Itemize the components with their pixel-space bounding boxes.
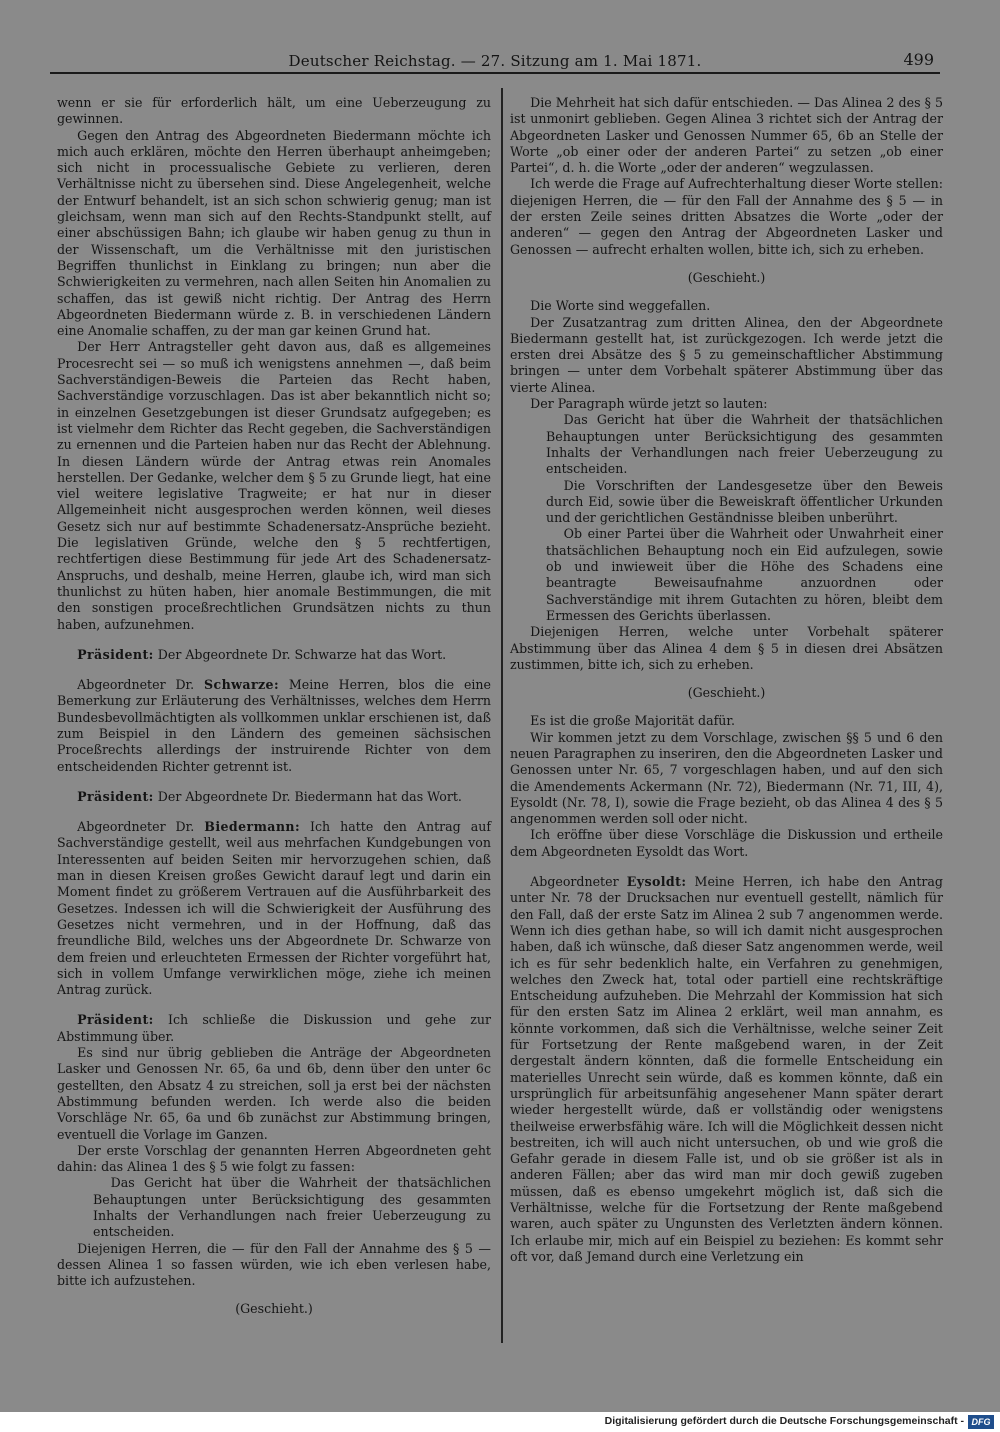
paragraph-text: Wir kommen jetzt zu dem Vorschlage, zwischen §§ 5 und 6 den neuen Paragraphen zu inseriren, den die Abgeordneten Lasker und Genossen unter Nr. 65, 7 vorgeschlagen haben, und auf den sich die Amendements Ackermann (Nr. 72), Biedermann (Nr. 71, III, 4), Eysoldt (Nr. 78, I), sowie die Frage bezieht, ob das Alinea 4 des § 5 angenommen werden soll oder nicht.: [510, 729, 943, 827]
paragraph: [57, 789, 491, 805]
paragraph-text: Der Zusatzantrag zum dritten Alinea, den der Abgeordnete Biedermann gestellt hat, ist zurückgezogen. Ich werde jetzt die ersten drei Absätze des § 5 zu gemeinschaftlicher Abstimmung bringen — unter dem Vorbehalt späterer Abstimmung über das vierte Alinea.: [510, 314, 943, 395]
paragraph: [510, 298, 943, 314]
paragraph-text: Ich eröffne über diese Vorschläge die Diskussion und ertheile dem Abgeordneten Eysoldt das Wort.: [510, 827, 943, 859]
paragraph: [57, 339, 491, 632]
speaker-name: Präsident:: [77, 646, 154, 662]
paragraph-text: Der erste Vorschlag der genannten Herren Abgeordneten geht dahin: das Alinea 1 des § 5 wie folgt zu fassen:: [57, 1142, 491, 1175]
paragraph-text: Ich hatte den Antrag auf Sachverständige gestellt, weil aus mehrfachen Kundgebungen von Interessenten auf beiden Seiten mir hervorzugehen schien, daß man in diesen Kreisen großes Gewicht darauf legt und darin ein Moment findet zu größerem Vertrauen auf die Ausführbarkeit des Gesetzes. Indessen ich will die Schwierigkeit der Ausführung des Gesetzes nicht vermehren, und in der Hoffnung, daß das freundliche Bild, welches uns der Abgeordnete Dr. Schwarze von dem freien und erleuchteten Ermessen der Richter vorgeführt hat, sich in vollem Umfange verwirklichen möge, ziehe ich meinen Antrag zurück.: [57, 819, 491, 998]
paragraph-text: Die Worte sind weggefallen.: [530, 298, 711, 314]
funding-note: Digitalisierung gefördert durch die Deutsche Forschungsgemeinschaft -: [604, 1415, 964, 1427]
speaker-name: Präsident:: [77, 788, 154, 804]
speaker-title: Abgeordneter Dr.: [77, 677, 195, 693]
paragraph-text: Der Herr Antragsteller geht davon aus, daß es allgemeines Procesrecht sei — so muß ich wenigstens annehmen —, daß beim Sachverständigen-Beweis die Parteien das Recht haben, Sachverständige vorzuschlagen. Das ist aber bekanntlich nicht so; in einzelnen Gesetzgebungen ist dieser Grundsatz aufgegeben; es ist vielmehr dem Richter das Recht gegeben, die Sachverständigen zu ernennen und die Parteien haben nur das Recht der Ablehnung. In diesen Ländern würde der Antrag etwas rein Anomales herstellen. Der Gedanke, welcher dem § 5 zu Grunde liegt, hat eine viel weitere legislative Tragweite; er hat nur in dieser Allgemeinheit nicht ausgesprochen werden können, weil dieses Gesetz sich nur auf bestimmte Schadenersatz-Ansprüche bezieht. Die legislativen Gründe, welche den § 5 rechtfertigen, rechtfertigen diese Bestimmung für jede Art des Schadenersatz-Anspruchs, und deshalb, meine Herren, glaube ich, wird man sich thunlichst zu hüten haben, hier anomale Bestimmungen, die mit den sonstigen proceßrechtlichen Grundsätzen nichts zu thun haben, aufzunehmen.: [57, 339, 491, 632]
header-title: Deutscher Reichstag. — 27. Sitzung am 1. Mai 1871.: [288, 52, 702, 70]
paragraph-text: Das Gericht hat über die Wahrheit der thatsächlichen Behauptungen unter Berücksichtigung des gesammten Inhalts der Verhandlungen nach freier Ueberzeugung zu entscheiden.: [93, 1175, 491, 1240]
paragraph: [57, 1175, 491, 1240]
paragraph-text: Ob einer Partei über die Wahrheit oder Unwahrheit einer thatsächlichen Behauptung noch ein Eid aufzulegen, sowie ob und inwieweit über die Höhe des Schadens eine beantragte Beweisaufnahme anzuordnen oder Sachverständige mit ihrem Gutachten zu hören, bleibt dem Ermessen des Gerichts überlassen.: [546, 526, 943, 623]
paragraph-text: Meine Herren, ich habe den Antrag unter Nr. 78 der Drucksachen nur eventuell gestellt, nämlich für den Fall, daß der erste Satz im Alinea 2 sub 7 angenommen werde. Wenn ich dies gethan habe, so will ich damit nicht ausgesprochen haben, daß ich wünsche, daß dieser Satz angenommen werde, weil ich es für sehr bedenklich halte, ein Verfahren zu genehmigen, welches den Zweck hat, total oder partiell eine rechtskräftige Entscheidung aufzuheben. Die Mehrzahl der Kommission hat sich für den ersten Satz im Alinea 2 erklärt, weil man annahm, es könnte vorkommen, daß sich die Verhältnisse, welche seiner Zeit für Fortsetzung der Rente maßgebend waren, in der Zeit dergestalt ändern könnten, daß die formelle Entscheidung ein materielles Unrecht sein würde, daß es kommen könnte, daß ein ursprünglich für arbeitsunfähig angesehener Mann später derart wieder hergestellt würde, daß er vollständig oder wenigstens theilweise erwerbsfähig wäre. Ich will die Möglichkeit dessen nicht bestreiten, ich will auch nicht untersuchen, ob und wie groß die Gefahr gerade in diesem Falle ist, und ob sie größer ist als in anderen Fällen; aber das wird man mir doch gewiß zugeben müssen, daß es ebenso umgekehrt möglich ist, daß sich die Verhältnisse, welche für die Fortsetzung der Rente maßgebend waren, auch später zu Ungunsten des Verletzten ändern können. Ich erlaube mir, mich auf ein Beispiel zu beziehen: Es kommt sehr oft vor, daß Jemand durch eine Verletzung ein: [510, 874, 943, 1264]
paragraph: [510, 730, 943, 828]
paragraph: [510, 624, 943, 673]
paragraph: [57, 1045, 491, 1143]
paragraph-text: Das Gericht hat über die Wahrheit der thatsächlichen Behauptungen unter Berücksichtigung des gesammten Inhalts der Verhandlungen nach freier Ueberzeugung zu entscheiden.: [546, 412, 943, 477]
speaker-name: Biedermann:: [204, 819, 301, 835]
paragraph-text: Ich schließe die Diskussion und gehe zur Abstimmung über.: [57, 1012, 491, 1044]
column-divider: [501, 88, 503, 1343]
paragraph-text: Meine Herren, blos die eine Bemerkung zur Erläuterung des Verhältnisses, welches dem Herrn Bundesbevollmächtigten als vollkommen unklar erschienen ist, daß zum Beispiel in den Ländern des gemeinen sächsischen Proceßrechts allerdings der instruirende Richter von dem entscheidenden Richter getrennt ist.: [57, 677, 491, 774]
paragraph-text: Der Abgeordnete Dr. Biedermann hat das Wort.: [157, 788, 462, 804]
paragraph: [57, 1143, 491, 1176]
digitization-footer: [0, 1412, 1000, 1432]
paragraph-text: Die Mehrheit hat sich dafür entschieden. — Das Alinea 2 des § 5 ist unmonirt geblieben. Gegen Alinea 3 richtet sich der Antrag der Abgeordneten Lasker und Genossen Nummer 65, 6b an Stelle der Worte „ob einer oder der anderen Partei“ zu setzen „ob einer Partei“, d. h. die Worte „oder der anderen“ wegzulassen.: [510, 95, 943, 176]
paragraph-text: Es ist die große Majorität dafür.: [530, 713, 736, 729]
paragraph-text: Es sind nur übrig geblieben die Anträge der Abgeordneten Lasker und Genossen Nr. 65, 6a und 6b, denn über den unter 6c gestellten, den Absatz 4 zu streichen, soll ja erst bei der nächsten Abstimmung befunden werden. Ich werde also die beiden Vorschläge Nr. 65, 6a und 6b zunächst zur Abstimmung bringen, eventuell die Vorlage im Ganzen.: [57, 1045, 491, 1142]
right-column: [510, 95, 943, 1265]
paragraph: [57, 819, 491, 998]
paragraph: [57, 95, 491, 128]
paragraph: [510, 874, 943, 1265]
paragraph: [510, 315, 943, 396]
speaker-title: Abgeordneter Dr.: [77, 819, 195, 835]
paragraph: [57, 128, 491, 340]
paragraph: [510, 827, 943, 860]
running-header: [50, 50, 940, 74]
paragraph: [510, 685, 943, 701]
page-number: 499: [903, 50, 934, 69]
paragraph-text: (Geschieht.): [687, 685, 766, 701]
speaker-title: Abgeordneter: [530, 874, 619, 890]
speaker-name: Eysoldt:: [626, 874, 687, 890]
speaker-name: Präsident:: [77, 1012, 154, 1028]
paragraph: [57, 1012, 491, 1045]
left-column: [57, 95, 491, 1330]
paragraph: [510, 478, 943, 527]
paragraph-text: Diejenigen Herren, die — für den Fall der Annahme des § 5 — dessen Alinea 1 so fassen würden, wie ich eben verlesen habe, bitte ich aufzustehen.: [57, 1240, 491, 1289]
paragraph-text: wenn er sie für erforderlich hält, um eine Ueberzeugung zu gewinnen.: [57, 95, 491, 127]
paragraph-text: Der Paragraph würde jetzt so lauten:: [530, 396, 768, 412]
paragraph: [57, 677, 491, 775]
paragraph: [510, 526, 943, 624]
paragraph-text: (Geschieht.): [235, 1301, 313, 1317]
paragraph: [510, 412, 943, 477]
paragraph-text: Die Vorschriften der Landesgesetze über den Beweis durch Eid, sowie über die Beweiskraft öffentlicher Urkunden und der gerichtlichen Geständnisse bleiben unberührt.: [546, 477, 943, 526]
paragraph: [57, 647, 491, 663]
paragraph-text: (Geschieht.): [687, 269, 766, 285]
dfg-logo: DFG: [968, 1415, 994, 1429]
paragraph: [57, 1241, 491, 1290]
paragraph-text: Diejenigen Herren, welche unter Vorbehalt späterer Abstimmung über das Alinea 4 dem § 5 in diesen drei Absätzen zustimmen, bitte ich, sich zu erheben.: [510, 624, 943, 672]
speaker-name: Schwarze:: [204, 677, 280, 693]
paragraph: [510, 270, 943, 286]
paragraph: [510, 176, 943, 257]
paragraph: [510, 95, 943, 176]
paragraph-text: Gegen den Antrag des Abgeordneten Biedermann möchte ich mich auch erklären, möchte den Herren überhaupt anheimgeben; sich nicht in processualische Gebiete zu verlieren, deren Verhältnisse nicht zu übersehen sind. Diese Angelegenheit, welche der Entwurf behandelt, ist an sich schon schwierig genug; man ist gleichsam, wenn man sich auf den Rechts-Standpunkt stellt, auf einer abschüssigen Bahn; ich glaube wir haben genug zu thun in der Wissenschaft, um die Verhältnisse mit den juristischen Begriffen thunlichst in Einklang zu bringen; nun aber die Schwierigkeiten zu vermehren, nach allen Seiten hin Anomalien zu schaffen, das ist gewiß nicht richtig. Der Antrag des Herrn Abgeordneten Biedermann würde z. B. in verschiedenen Ländern eine Anomalie schaffen, zu der man gar keinen Grund hat.: [57, 127, 491, 339]
paragraph: [510, 396, 943, 412]
paragraph-text: Der Abgeordnete Dr. Schwarze hat das Wort.: [157, 646, 447, 662]
paragraph: [510, 713, 943, 729]
paragraph-text: Ich werde die Frage auf Aufrechterhaltung dieser Worte stellen: diejenigen Herren, die — für den Fall der Annahme des § 5 — in der ersten Zeile seines dritten Absatzes die Worte „oder der anderen“ — gegen den Antrag der Abgeordneten Lasker und Genossen — aufrecht erhalten wollen, bitte ich, sich zu erheben.: [510, 176, 943, 257]
paragraph: [57, 1301, 491, 1317]
